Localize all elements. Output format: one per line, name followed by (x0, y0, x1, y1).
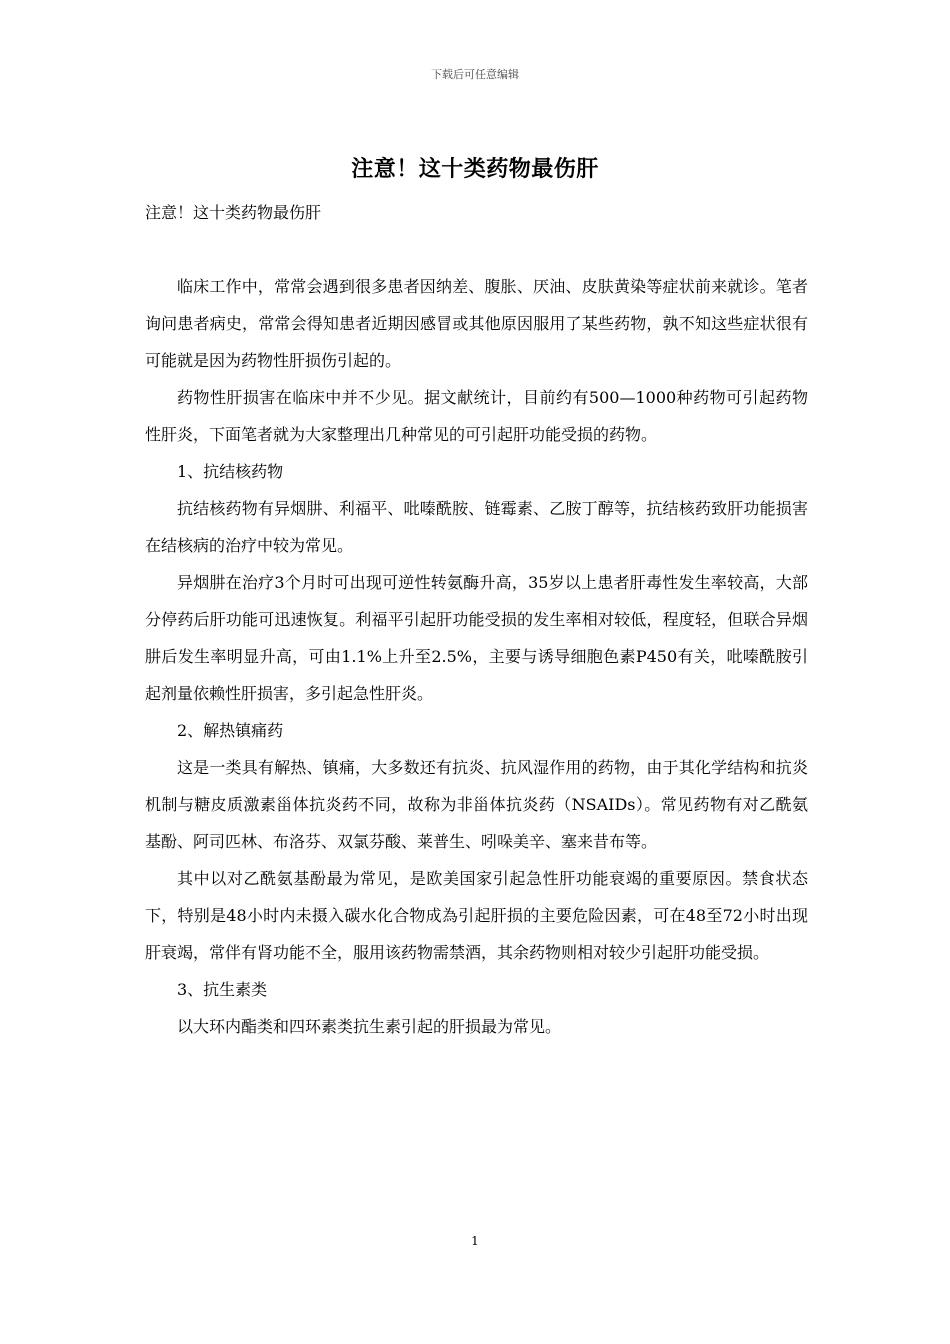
paragraph: 这是一类具有解热、镇痛，大多数还有抗炎、抗风湿作用的药物，由于其化学结构和抗炎机制与糖皮质激素甾体抗炎药不同，故称为非甾体抗炎药（NSAIDs）。常见药物有对乙酰氨基酚、阿司匹林、布洛芬、双氯芬酸、莱普生、吲哚美辛、塞来昔布等。 (145, 758, 808, 851)
section-heading: 2、解热镇痛药 (177, 721, 284, 740)
document-subtitle: 注意！这十类药物最伤肝 (145, 203, 322, 222)
paragraph: 药物性肝损害在临床中并不少见。据文献统计，目前约有500—1000种药物可引起药物性肝炎，下面笔者就为大家整理出几种常见的可引起肝功能受损的药物。 (145, 388, 808, 444)
document-body (145, 268, 808, 1045)
paragraph: 抗结核药物有异烟肼、利福平、吡嗪酰胺、链霉素、乙胺丁醇等，抗结核药致肝功能损害在结核病的治疗中较为常见。 (145, 499, 808, 555)
paragraph: 其中以对乙酰氨基酚最为常见，是欧美国家引起急性肝功能衰竭的重要原因。禁食状态下，特别是48小时内未摄入碳水化合物成為引起肝损的主要危险因素，可在48至72小时出现肝衰竭，常伴有肾功能不全，服用该药物需禁酒，其余药物则相对较少引起肝功能受损。 (145, 869, 808, 962)
section-heading: 1、抗结核药物 (177, 462, 284, 481)
paragraph: 以大环内酯类和四环素类抗生素引起的肝损最为常见。 (177, 1017, 562, 1036)
paragraph: 异烟肼在治疗3个月时可出现可逆性转氨酶升高，35岁以上患者肝毒性发生率较高，大部分停药后肝功能可迅速恢复。利福平引起肝功能受损的发生率相对较低，程度轻，但联合异烟肼后发生率明显升高，可由1.1%上升至2.5%，主要与诱导细胞色素P450有关，吡嗪酰胺引起剂量依赖性肝损害，多引起急性肝炎。 (145, 573, 808, 703)
page-header: 下载后可任意编辑 (431, 68, 519, 81)
document-title: 注意！这十类药物最伤肝 (351, 156, 599, 182)
section-heading: 3、抗生素类 (177, 980, 268, 999)
page-number: 1 (471, 1234, 479, 1248)
paragraph: 临床工作中，常常会遇到很多患者因纳差、腹胀、厌油、皮肤黄染等症状前来就诊。笔者询问患者病史，常常会得知患者近期因感冒或其他原因服用了某些药物，孰不知这些症状很有可能就是因为药物性肝损伤引起的。 (145, 277, 808, 370)
